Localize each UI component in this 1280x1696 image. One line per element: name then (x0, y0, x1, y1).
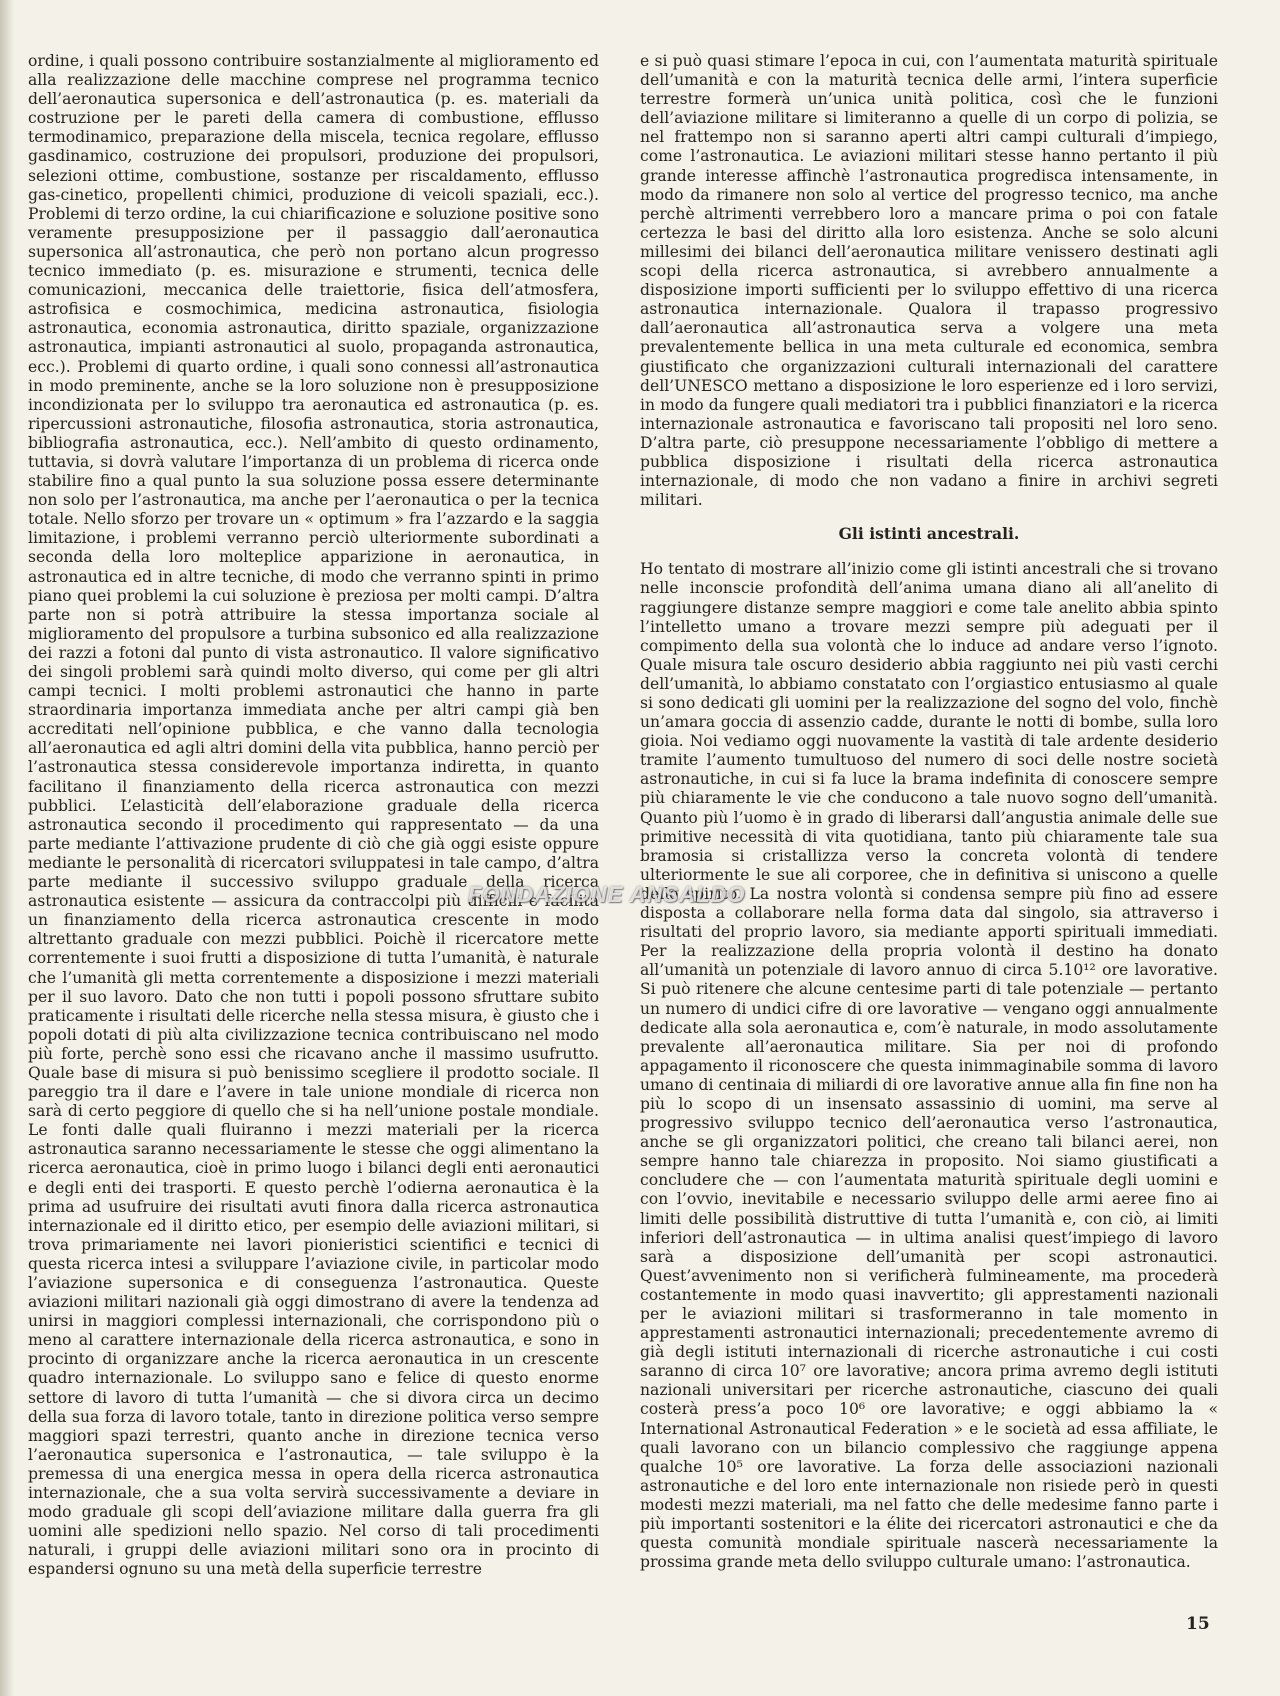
watermark-fondazione-ansaldo: FONDAZIONE ANSALDO (468, 882, 746, 907)
right-column (640, 52, 1218, 1572)
section-heading: Gli istinti ancestrali. (838, 524, 1020, 544)
page-binding-shadow (0, 0, 14, 1696)
page-number: 15 (1186, 1614, 1210, 1634)
left-column-text: ordine, i quali possono contribuire sostanzialmente al miglioramento ed alla realizzazione delle macchine comprese nel programma tecnico dell’aeronautica supersonica e dell’astronautica (p. es. materiali da costruzione per le pareti della camera di combustione, efflusso termodinamico, preparazione della miscela, tecnica regolare, efflusso gasdinamico, costruzione dei propulsori, produzione dei propulsori, selezioni ottime, combustione, sostanze per riscaldamento, efflusso gas-cinetico, propellenti chimici, produzione di veicoli spaziali, ecc.). Problemi di terzo ordine, la cui chiarificazione e soluzione positive sono veramente presupposizione per il passaggio dall’aeronautica supersonica all’astronautica, che però non portano alcun progresso tecnico immediato (p. es. misurazione e strumenti, tecnica delle comunicazioni, meccanica delle traiettorie, fisica dell’atmosfera, astrofisica e cosmochimica, medicina astronautica, fisiologia astronautica, economia astronautica, diritto spaziale, organizzazione astronautica, impianti astronautici al suolo, propaganda astronautica, ecc.). Problemi di quarto ordine, i quali sono connessi all’astronautica in modo preminente, anche se la loro soluzione non è presupposizione incondizionata per lo sviluppo tra aeronautica ed astronautica (p. es. ripercussioni astronautiche, filosofia astronautica, storia astronautica, bibliografia astronautica, ecc.). Nell’ambito di questo ordinamento, tuttavia, si dovrà valutare l’importanza di un problema di ricerca onde stabilire fino a qual punto la sua soluzione possa essere determinante non solo per l’astronautica, ma anche per l’aeronautica o per la tecnica totale. Nello sforzo per trovare un « optimum » fra l’azzardo e la saggia limitazione, i problemi verranno perciò ulteriormente subordinati a seconda della loro molteplice apparizione in aeronautica, in astronautica ed in altre tecniche, di modo che verranno spinti in primo piano quei problemi la cui soluzione è preziosa per molti campi. D’altra parte non si potrà attribuire la stessa importanza sociale al miglioramento del propulsore a turbina subsonico ed alla realizzazione dei razzi a fotoni dal punto di vista astronautico. Il valore significativo dei singoli problemi sarà quindi molto diverso, qui come per gli altri campi tecnici. I molti problemi astronautici che hanno in parte straordinaria importanza immediata anche per altri campi già ben accreditati nell’opinione pubblica, e che vanno dalla tecnologia all’aeronautica ed agli altri domini della vita pubblica, hanno perciò per l’astronautica stessa considerevole importanza indiretta, in quanto facilitano il finanziamento della ricerca astronautica con mezzi pubblici. L’elasticità dell’elaborazione graduale della ricerca astronautica secondo il procedimento qui rappresentato — da una parte mediante l’attivazione prudente di ciò che già oggi esiste oppure mediante le personalità di ricercatori sviluppatesi in tale campo, d’altra parte mediante il successivo sviluppo graduale della ricerca astronautica esistente — assicura da contraccolpi più difficili e facilita un finanziamento della ricerca astronautica crescente in modo altrettanto graduale con mezzi pubblici. Poichè il ricercatore mette correntemente i suoi frutti a disposizione di tutta l’umanità, è naturale che l’umanità gli metta correntemente a disposizione i mezzi materiali per il suo lavoro. Dato che non tutti i popoli possono sfruttare subito praticamente i risultati delle ricerche nella stessa misura, è giusto che i popoli dotati di più alta civilizzazione tecnica contribuiscano nel modo più forte, perchè sono essi che ricavano anche il massimo usufrutto. Quale base di misura si può benissimo scegliere il prodotto sociale. Il pareggio tra il dare e l’avere in tale unione mondiale di ricerca non sarà di certo peggiore di quello che si ha nell’unione postale mondiale. Le fonti dalle quali fluiranno i mezzi materiali per la ricerca astronautica saranno necessariamente le stesse che oggi alimentano la ricerca aeronautica, cioè in primo luogo i bilanci degli enti aeronautici e degli enti dei trasporti. E questo perchè l’odierna aeronautica è la prima ad usufruire dei risultati avuti finora dalla ricerca astronautica internazionale ed il diritto etico, per esempio delle aviazioni militari, si trova primariamente nei lavori pionieristici scientifici e tecnici di questa ricerca intesi a sviluppare l’aviazione civile, in particolar modo l’aviazione supersonica e di conseguenza l’astronautica. Queste aviazioni militari nazionali già oggi dimostrano di avere la tendenza ad unirsi in maggiori complessi internazionali, che corrispondono più o meno al carattere internazionale della ricerca astronautica, e sono in procinto di organizzare anche la ricerca aeronautica in un crescente quadro internazionale. Lo sviluppo sano e felice di questo enorme settore di lavoro di tutta l’umanità — che si divora circa un decimo della sua forza di lavoro totale, tanto in direzione politica verso sempre maggiori spazi terrestri, quanto anche in direzione tecnica verso l’aeronautica supersonica e l’astronautica, — tale sviluppo è la premessa di una energica messa in opera della ricerca astronautica internazionale, che a sua volta servirà successivamente a deviare in modo graduale gli scopi dell’aviazione militare dalla guerra fra gli uomini alle spedizioni nello spazio. Nel corso di tali procedimenti naturali, i gruppi delle aviazioni militari sono ora in procinto di espandersi ognuno su una metà della superficie terrestre (28, 52, 599, 1579)
left-column (28, 52, 599, 1580)
right-column-paragraph-1: e si può quasi stimare l’epoca in cui, con l’aumentata maturità spirituale dell’umanità e con la maturità tecnica delle armi, l’intera superficie terrestre formerà un’unica unità politica, così che le funzioni dell’aviazione militare si limiteranno a quelle di un corpo di polizia, se nel frattempo non si saranno aperti altri campi culturali d’impiego, come l’astronautica. Le aviazioni militari stesse hanno pertanto il più grande interesse affinchè l’astronautica progredisca intensamente, in modo da rimanere non solo al vertice del progresso tecnico, ma anche perchè altrimenti verrebbero loro a mancare prima o poi con fatale certezza le basi del diritto alla loro esistenza. Anche se solo alcuni millesimi dei bilanci dell’aeronautica militare venissero destinati agli scopi della ricerca astronautica, si avrebbero annualmente a disposizione importi sufficienti per lo sviluppo effettivo di una ricerca astronautica internazionale. Qualora il trapasso progressivo dall’aeronautica all’astronautica serva a volgere una meta prevalentemente bellica in una meta culturale ed economica, sembra giustificato che organizzazioni culturali internazionali del carattere dell’UNESCO mettano a disposizione le loro esperienze ed i loro servizi, in modo da fungere quali mediatori tra i pubblici finanziatori e la ricerca internazionale astronautica e favoriscano tali propositi nel loro seno. D’altra parte, ciò presuppone necessariamente l’obbligo di mettere a pubblica disposizione i risultati della ricerca astronautica internazionale, di modo che non vadano a finire in archivi segreti militari. (640, 52, 1218, 510)
right-column-paragraph-2: Ho tentato di mostrare all’inizio come gli istinti ancestrali che si trovano nelle inconscie profondità dell’anima umana diano ali all’anelito di raggiungere distanze sempre maggiori e come tale anelito abbia spinto l’intelletto umano a trovare mezzi sempre più adeguati per il compimento della sua volontà che lo induce ad andare verso l’ignoto. Quale misura tale oscuro desiderio abbia raggiunto nei più vasti cerchi dell’umanità, lo abbiamo constatato con l’orgiastico entusiasmo al quale si sono dedicati gli uomini per la realizzazione del sogno del volo, finchè un’amara goccia di assenzio cadde, durante le notti di bombe, sulla loro gioia. Noi vediamo oggi nuovamente la vastità di tale ardente desiderio tramite l’aumento tumultuoso del numero di soci delle nostre società astronautiche, in cui si fa luce la brama indefinita di conoscere sempre più chiaramente le vie che conducono a tale nuovo sogno dell’umanità. Quanto più l’uomo è in grado di liberarsi dall’angustia animale delle sue primitive necessità di vita quotidiana, tanto più chiaramente tale sua bramosia si cristallizza verso la concreta volontà di tendere ulteriormente le sue ali corporee, che in definitiva si uniscono a quelle dello spirito. La nostra volontà si condensa sempre più fino ad essere disposta a collaborare nella forma data dal singolo, sia attraverso i risultati del proprio lavoro, sia mediante apporti spirituali immediati. Per la realizzazione della propria volontà il destino ha donato all’umanità un potenziale di lavoro annuo di circa 5.10¹² ore lavorative. Si può ritenere che alcune centesime parti di tale potenziale — pertanto un numero di undici cifre di ore lavorative — vengano oggi annualmente dedicate alla sola aeronautica e, com’è naturale, in modo assolutamente prevalente all’aeronautica militare. Sia per noi di profondo appagamento il riconoscere che questa inimmaginabile somma di lavoro umano di centinaia di miliardi di ore lavorative annue alla fin fine non ha più lo scopo di un insensato assassinio di uomini, ma serve al progressivo sviluppo tecnico dell’aeronautica verso l’astronautica, anche se gli organizzatori politici, che creano tali bilanci aerei, non sempre hanno tale chiarezza in proposito. Noi siamo giustificati a concludere che — con l’aumentata maturità spirituale degli uomini e con l’ovvio, inevitabile e necessario sviluppo delle armi aeree fino ai limiti delle possibilità distruttive di tutta l’umanità e, con ciò, ai limiti inferiori dell’astronautica — in ultima analisi quest’impiego di lavoro sarà a disposizione dell’umanità per scopi astronautici. Quest’avvenimento non si verificherà fulmineamente, ma procederà costantemente in modo quasi inavvertito; gli apprestamenti nazionali per le aviazioni militari si trasformeranno in tale momento in apprestamenti astronautici internazionali; precedentemente avremo di già degli istituti internazionali di ricerche astronautiche i cui costi saranno di circa 10⁷ ore lavorative; ancora prima avremo degli istituti nazionali universitari per ricerche astronautiche, ciascuno dei quali costerà press’a poco 10⁶ ore lavorative; e oggi abbiamo la « International Astronautical Federation » e le società ad essa affiliate, le quali lavorano con un bilancio complessivo che raggiunge appena qualche 10⁵ ore lavorative. La forza delle associazioni nazionali astronautiche e del loro ente internazionale non risiede però in questi modesti mezzi materiali, ma nel fatto che delle medesime fanno parte i più importanti sostenitori e la élite dei ricercatori astronautici e che da questa comunità mondiale spirituale nascerà necessariamente la prossima grande meta dello sviluppo culturale umano: l’astronautica. (640, 560, 1219, 1572)
